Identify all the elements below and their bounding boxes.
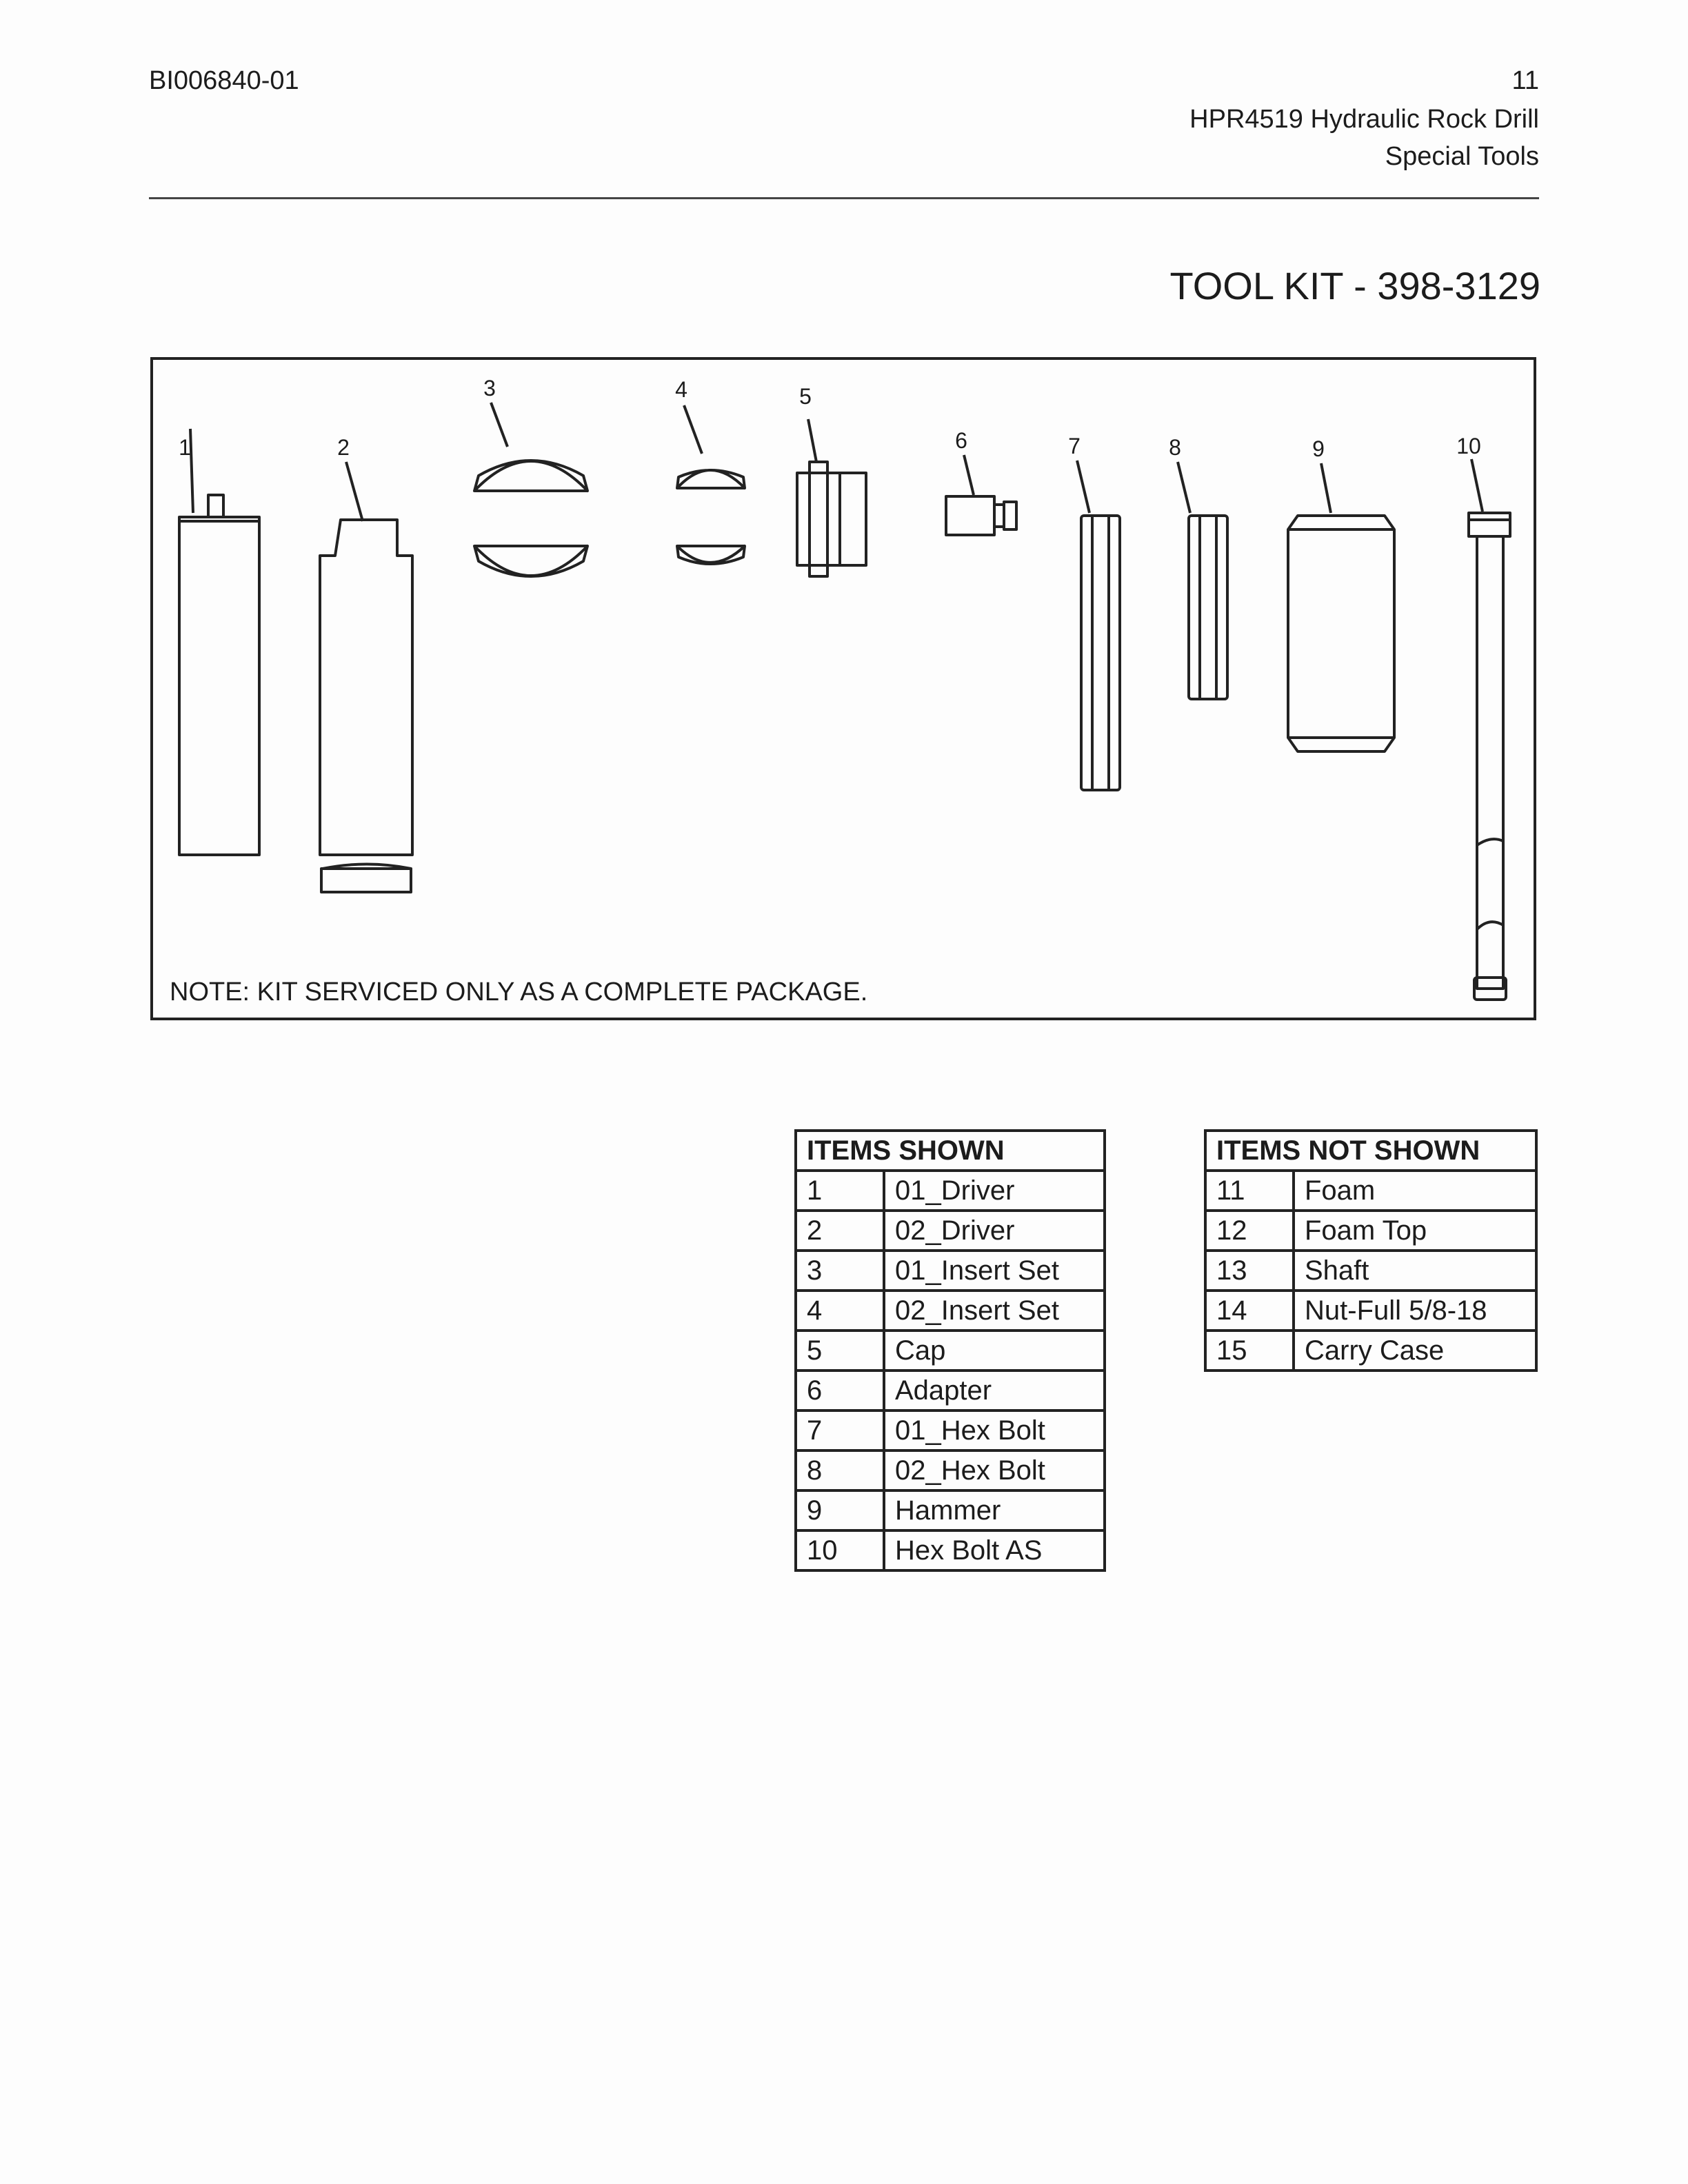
item-number: 12 — [1205, 1211, 1294, 1251]
kit-title: TOOL KIT - 398-3129 — [1169, 264, 1540, 307]
table-row — [796, 1410, 1105, 1450]
table-row — [796, 1171, 1105, 1211]
callout-9: 9 — [1312, 436, 1325, 461]
item-number: 4 — [796, 1291, 884, 1331]
table-header-row — [796, 1131, 1105, 1171]
item-name: Carry Case — [1294, 1331, 1536, 1371]
hex-bolt-01-part — [1081, 516, 1120, 790]
item-number: 8 — [796, 1450, 884, 1490]
document-title: HPR4519 Hydraulic Rock Drill — [1189, 105, 1539, 134]
tool-kit-illustration — [150, 357, 1536, 1020]
callout-3: 3 — [483, 376, 496, 401]
insert-set-01-upper — [474, 461, 587, 491]
cap-part — [797, 473, 827, 565]
item-name: 02_Insert Set — [884, 1291, 1105, 1331]
hex-bolt-as-part — [1469, 513, 1510, 536]
item-number: 10 — [796, 1530, 884, 1570]
header-divider — [149, 197, 1539, 199]
item-name: Foam Top — [1294, 1211, 1536, 1251]
table-row — [796, 1331, 1105, 1371]
item-name: 01_Hex Bolt — [884, 1410, 1105, 1450]
driver-01-part — [179, 517, 259, 855]
table-row — [796, 1251, 1105, 1291]
callout-4: 4 — [675, 377, 687, 402]
table-row — [1205, 1171, 1536, 1211]
callout-1: 1 — [179, 435, 191, 460]
table-row — [1205, 1251, 1536, 1291]
table-row — [796, 1450, 1105, 1490]
figure-note: NOTE: KIT SERVICED ONLY AS A COMPLETE PACKAGE. — [170, 978, 868, 1007]
item-name: 02_Driver — [884, 1211, 1105, 1251]
item-number: 3 — [796, 1251, 884, 1291]
table-header-row — [1205, 1131, 1536, 1171]
callout-7: 7 — [1068, 434, 1081, 458]
item-name: Foam — [1294, 1171, 1536, 1211]
item-number: 2 — [796, 1211, 884, 1251]
items-not-shown-table — [1204, 1129, 1538, 1372]
insert-set-02-lower — [677, 546, 745, 564]
page-number: 11 — [1511, 66, 1539, 95]
table-row — [796, 1211, 1105, 1251]
items-shown-table — [794, 1129, 1106, 1572]
table-row — [1205, 1331, 1536, 1371]
hex-bolt-02-part — [1189, 516, 1227, 699]
item-name: Hex Bolt AS — [884, 1530, 1105, 1570]
driver-02-part — [320, 520, 412, 855]
callout-6: 6 — [955, 428, 967, 453]
item-number: 1 — [796, 1171, 884, 1211]
adapter-part — [946, 496, 994, 535]
item-number: 5 — [796, 1331, 884, 1371]
item-number: 9 — [796, 1490, 884, 1530]
document-section: Special Tools — [1385, 142, 1539, 171]
item-name: 02_Hex Bolt — [884, 1450, 1105, 1490]
table-heading: ITEMS NOT SHOWN — [1205, 1131, 1536, 1171]
table-row — [796, 1371, 1105, 1410]
item-name: Shaft — [1294, 1251, 1536, 1291]
table-row — [1205, 1211, 1536, 1251]
item-number: 14 — [1205, 1291, 1294, 1331]
tool-kit-drawing — [153, 360, 1534, 1018]
table-row — [1205, 1291, 1536, 1331]
table-row — [796, 1530, 1105, 1570]
callout-2: 2 — [337, 435, 350, 460]
item-number: 6 — [796, 1371, 884, 1410]
table-heading: ITEMS SHOWN — [796, 1131, 1105, 1171]
callout-8: 8 — [1169, 435, 1181, 460]
item-number: 7 — [796, 1410, 884, 1450]
item-name: 01_Insert Set — [884, 1251, 1105, 1291]
item-number: 15 — [1205, 1331, 1294, 1371]
hammer-part — [1288, 516, 1394, 751]
callout-10: 10 — [1456, 434, 1481, 458]
insert-set-01-lower — [474, 546, 587, 576]
item-name: Hammer — [884, 1490, 1105, 1530]
item-name: Nut-Full 5/8-18 — [1294, 1291, 1536, 1331]
callout-5: 5 — [799, 384, 812, 409]
item-name: Cap — [884, 1331, 1105, 1371]
insert-set-02-upper — [677, 470, 745, 488]
document-id: BI006840-01 — [149, 66, 299, 95]
item-number: 13 — [1205, 1251, 1294, 1291]
item-name: Adapter — [884, 1371, 1105, 1410]
table-row — [796, 1291, 1105, 1331]
item-number: 11 — [1205, 1171, 1294, 1211]
item-name: 01_Driver — [884, 1171, 1105, 1211]
table-row — [796, 1490, 1105, 1530]
